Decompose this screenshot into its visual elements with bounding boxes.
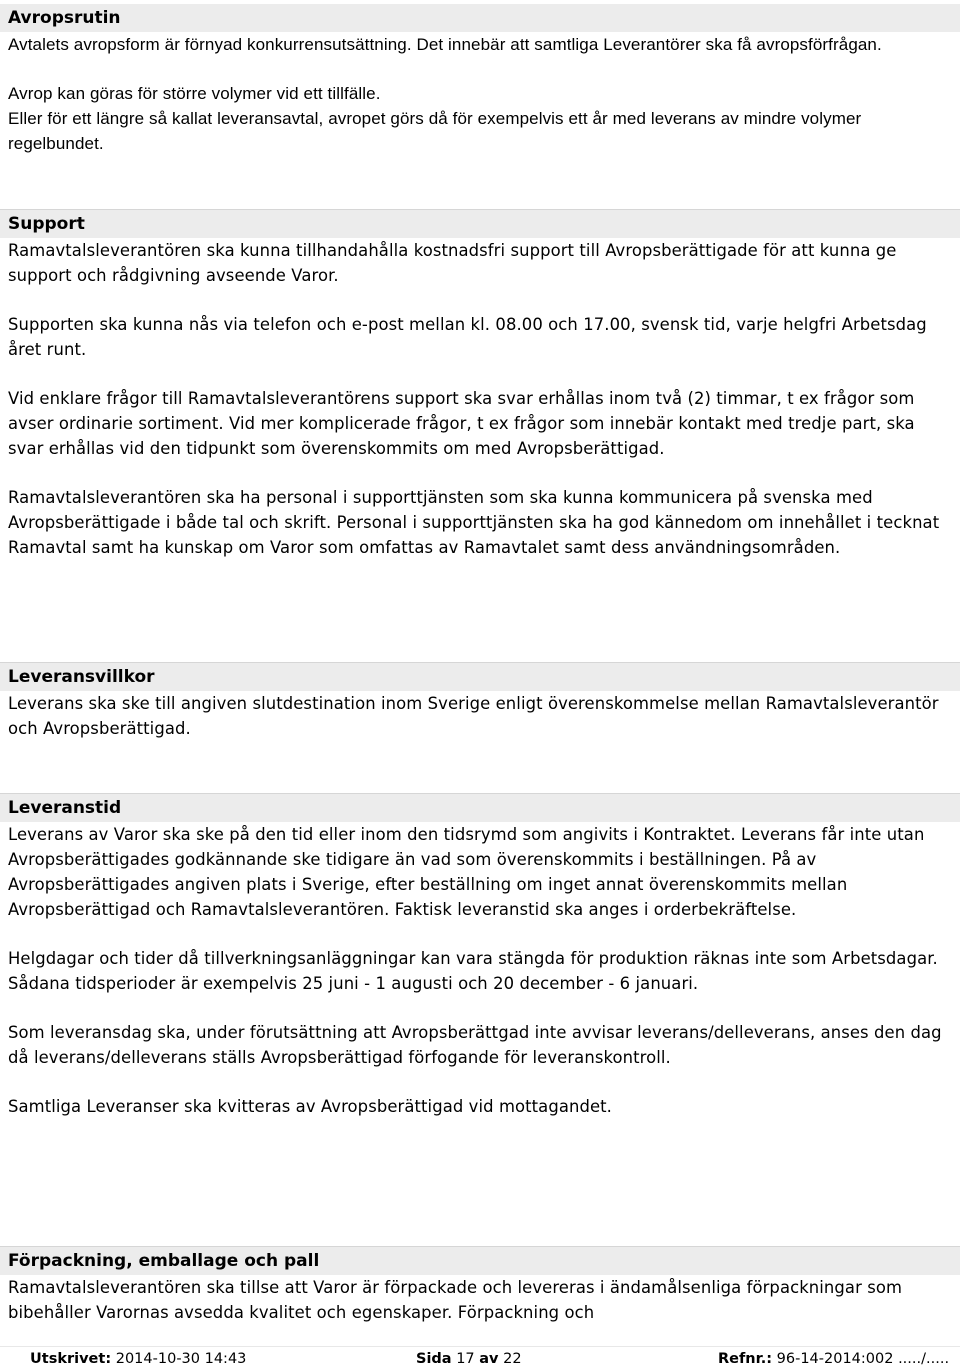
heading-leveransvillkor: Leveransvillkor [0, 662, 960, 691]
avrop-paragraph-1: Avtalets avropsform är förnyad konkurrensutsättning. Det innebär att samtliga Leverantörer ska få avropsförfrågan. [8, 35, 882, 54]
section-support [0, 209, 960, 560]
footer-divider [0, 1346, 960, 1347]
footer-page-of: av [479, 1351, 499, 1367]
tid-paragraph-2: Helgdagar och tider då tillverkningsanläggningar kan vara stängda för produktion räknas inte som Arbetsdagar. Sådana tidsperioder är exempelvis 25 juni - 1 augusti och 20 december - 6 januari. [8, 949, 938, 993]
section-leveranstid [0, 793, 960, 1119]
support-paragraph-2: Supporten ska kunna nås via telefon och e-post mellan kl. 08.00 och 17.00, svensk tid, varje helgfri Arbetsdag året runt. [8, 315, 927, 359]
footer-printed-value: 2014-10-30 14:43 [115, 1351, 247, 1367]
section-leveransvillkor [0, 662, 960, 741]
footer-ref-label: Refnr.: [718, 1351, 773, 1367]
footer-page-current: 17 [456, 1351, 475, 1367]
section-avropsrutin [0, 4, 960, 156]
support-paragraph-4: Ramavtalsleverantören ska ha personal i supporttjänsten som ska kunna kommunicera på svenska med Avropsberättigade i både tal och skrift. Personal i supporttjänsten ska ha god kännedom om innehållet i tecknat Ramavtal samt ha kunskap om Varor som omfattas av Ramavtalet samt dess användningsområden. [8, 488, 940, 557]
tid-paragraph-3: Som leveransdag ska, under förutsättning att Avropsberättgad inte avvisar leverans/delleverans, anses den dag då leverans/delleverans ställs Avropsberättigad förfogande för leveranskontroll. [8, 1023, 942, 1067]
tid-paragraph-1: Leverans av Varor ska ske på den tid eller inom den tidsrymd som angivits i Kontraktet. Leverans får inte utan Avropsberättigades godkännande ske tidigare än vad som överenskommits i beställningen. På av Avropsberättigades angiven plats i Sverige, efter beställning om inget annat överenskommits mellan Avropsberättigad och Ramavtalsleverantören. Faktisk leveranstid ska anges i orderbekräftelse. [8, 825, 925, 919]
footer-page-label: Sida [416, 1351, 452, 1367]
heading-support: Support [0, 209, 960, 238]
footer-page-total: 22 [503, 1351, 522, 1367]
footer-ref-value: 96-14-2014:002 ...../..... [776, 1351, 950, 1367]
footer-printed-label: Utskrivet: [30, 1351, 112, 1367]
support-paragraph-3: Vid enklare frågor till Ramavtalsleverantörens support ska svar erhållas inom två (2) timmar, t ex frågor som avser ordinarie sortiment. Vid mer komplicerade frågor, t ex frågor som innebär kontakt med tredje part, ska svar erhållas vid den tidpunkt som överenskommits om med Avropsberättigad. [8, 389, 915, 458]
support-paragraph-1: Ramavtalsleverantören ska kunna tillhandahålla kostnadsfri support till Avropsberättigade för att kunna ge support och rådgivning avseende Varor. [8, 241, 897, 285]
footer-ref [718, 1349, 949, 1369]
avrop-paragraph-2b: Eller för ett längre så kallat leveransavtal, avropet görs då för exempelvis ett år med leverans av mindre volymer regelbundet. [8, 109, 862, 153]
avrop-paragraph-2a: Avrop kan göras för större volymer vid ett tillfälle. [8, 84, 381, 103]
footer-printed [30, 1349, 246, 1369]
heading-avropsrutin: Avropsrutin [0, 4, 960, 32]
heading-forpackning: Förpackning, emballage och pall [0, 1246, 960, 1275]
page-footer [0, 1349, 960, 1369]
tid-paragraph-4: Samtliga Leveranser ska kvitteras av Avropsberättigad vid mottagandet. [8, 1097, 612, 1116]
villkor-paragraph-1: Leverans ska ske till angiven slutdestination inom Sverige enligt överenskommelse mellan Ramavtalsleverantör och Avropsberättigad. [8, 694, 939, 738]
heading-leveranstid: Leveranstid [0, 793, 960, 822]
section-forpackning [0, 1246, 960, 1325]
footer-page [416, 1349, 522, 1369]
pack-paragraph-1: Ramavtalsleverantören ska tillse att Varor är förpackade och levereras i ändamålsenliga förpackningar som bibehåller Varornas avsedda kvalitet och egenskaper. Förpackning och [8, 1278, 903, 1322]
